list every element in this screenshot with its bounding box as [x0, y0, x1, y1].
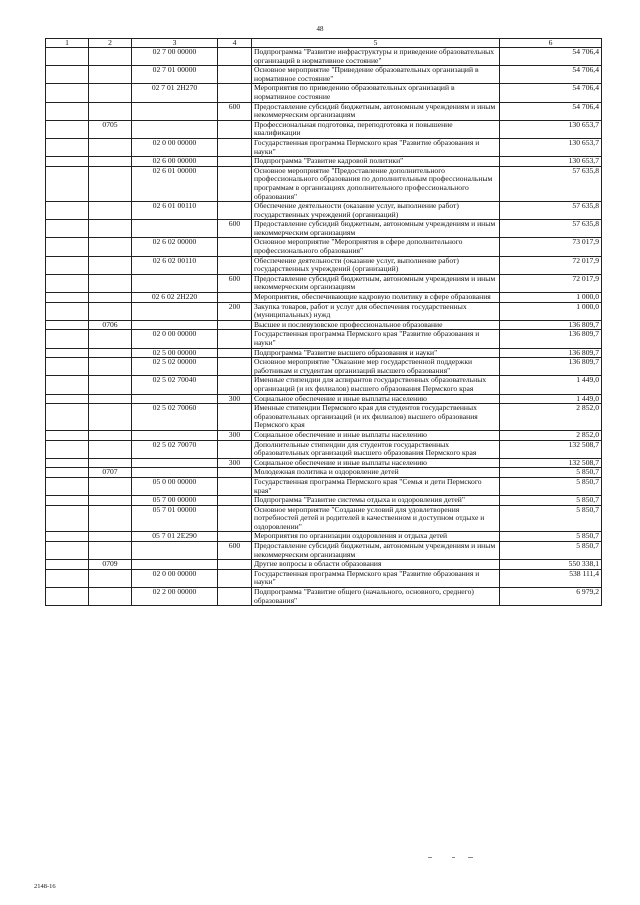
page-number: 48 — [316, 25, 324, 33]
scan-mark — [428, 857, 432, 858]
amount-cell: 57 635,8 — [500, 166, 602, 201]
section-code-cell — [89, 220, 132, 238]
description-cell: Обеспечение деятельности (оказание услуг, выполнение работ) государственных учреждений (организаций) — [252, 256, 500, 274]
description-cell: Молодежная политика и оздоровление детей — [252, 468, 500, 478]
description-cell: Предоставление субсидий бюджетным, автономным учреждениям и иным некоммерческим организациям — [252, 102, 500, 120]
description-cell: Мероприятия, обеспечивающие кадровую политику в сфере образования — [252, 293, 500, 303]
section-code-cell — [89, 157, 132, 167]
table-row — [46, 302, 602, 320]
description-cell: Основное мероприятие "Оказание мер государственной поддержки работникам и студентам организаций высшего образования" — [252, 358, 500, 376]
description-cell: Подпрограмма "Развитие общего (начального, основного, среднего) образования" — [252, 588, 500, 606]
amount-cell: 73 017,9 — [500, 238, 602, 256]
expense-type-code-cell — [218, 120, 252, 138]
table-row — [46, 238, 602, 256]
section-code-cell — [89, 532, 132, 542]
section-code-cell — [89, 458, 132, 468]
target-article-code-cell: 02 0 00 00000 — [132, 138, 218, 156]
table-row — [46, 66, 602, 84]
table-row — [46, 588, 602, 606]
table-row — [46, 404, 602, 431]
expense-type-code-cell — [218, 348, 252, 358]
amount-cell: 54 706,4 — [500, 48, 602, 66]
table-row — [46, 394, 602, 404]
table-row — [46, 138, 602, 156]
expense-type-code-cell: 300 — [218, 394, 252, 404]
expense-type-code-cell — [218, 48, 252, 66]
description-cell: Подпрограмма "Развитие инфраструктуры и приведение образовательных организаций в нормативное состояние" — [252, 48, 500, 66]
expense-type-code-cell: 300 — [218, 458, 252, 468]
target-article-code-cell: 02 5 02 70040 — [132, 376, 218, 394]
column-1-cell — [46, 560, 89, 570]
section-code-cell — [89, 542, 132, 560]
expense-type-code-cell: 600 — [218, 220, 252, 238]
amount-cell: 2 852,0 — [500, 430, 602, 440]
column-1-cell — [46, 202, 89, 220]
description-cell: Именные стипендии Пермского края для студентов государственных образовательных организаций (и их филиалов) высшего образования Пермского края — [252, 404, 500, 431]
amount-cell: 1 000,0 — [500, 302, 602, 320]
section-code-cell: 0709 — [89, 560, 132, 570]
column-1-cell — [46, 468, 89, 478]
column-1-cell — [46, 477, 89, 495]
description-cell: Подпрограмма "Развитие кадровой политики" — [252, 157, 500, 167]
description-cell: Государственная программа Пермского края "Семья и дети Пермского края" — [252, 477, 500, 495]
target-article-code-cell: 02 6 02 2Н220 — [132, 293, 218, 303]
target-article-code-cell — [132, 220, 218, 238]
expense-type-code-cell — [218, 404, 252, 431]
amount-cell: 1 449,0 — [500, 394, 602, 404]
amount-cell: 136 809,7 — [500, 348, 602, 358]
target-article-code-cell — [132, 274, 218, 292]
expense-type-code-cell — [218, 320, 252, 330]
amount-cell: 130 653,7 — [500, 138, 602, 156]
expense-type-code-cell — [218, 256, 252, 274]
target-article-code-cell: 02 5 02 70060 — [132, 404, 218, 431]
expense-type-code-cell — [218, 468, 252, 478]
table-row — [46, 120, 602, 138]
column-1-cell — [46, 102, 89, 120]
expense-type-code-cell: 600 — [218, 542, 252, 560]
target-article-code-cell — [132, 560, 218, 570]
column-1-cell — [46, 48, 89, 66]
description-cell: Предоставление субсидий бюджетным, автономным учреждениям и иным некоммерческим организациям — [252, 542, 500, 560]
section-code-cell — [89, 348, 132, 358]
table-row — [46, 532, 602, 542]
expense-type-code-cell — [218, 440, 252, 458]
section-code-cell — [89, 505, 132, 532]
amount-cell: 130 653,7 — [500, 120, 602, 138]
table-row — [46, 202, 602, 220]
section-code-cell — [89, 496, 132, 506]
expense-type-code-cell — [218, 138, 252, 156]
description-cell: Основное мероприятие "Создание условий для удовлетворения потребностей детей и родителей в качественном и доступном отдыхе и оздоровлении" — [252, 505, 500, 532]
description-cell: Предоставление субсидий бюджетным, автономным учреждениям и иным некоммерческим организациям — [252, 274, 500, 292]
expense-type-code-cell — [218, 157, 252, 167]
target-article-code-cell: 02 5 02 00000 — [132, 358, 218, 376]
column-1-cell — [46, 532, 89, 542]
expense-type-code-cell — [218, 505, 252, 532]
section-code-cell — [89, 376, 132, 394]
table-row — [46, 440, 602, 458]
table-row — [46, 376, 602, 394]
section-code-cell — [89, 440, 132, 458]
section-code-cell — [89, 430, 132, 440]
description-cell: Предоставление субсидий бюджетным, автономным учреждениям и иным некоммерческим организациям — [252, 220, 500, 238]
table-row — [46, 293, 602, 303]
expense-type-code-cell — [218, 166, 252, 201]
column-1-cell — [46, 138, 89, 156]
description-cell: Мероприятия по приведению образовательных организаций в нормативное состояние — [252, 84, 500, 102]
section-code-cell — [89, 166, 132, 201]
expense-type-code-cell — [218, 293, 252, 303]
table-row — [46, 458, 602, 468]
table-row — [46, 102, 602, 120]
header-cell: 5 — [252, 39, 500, 48]
amount-cell: 130 653,7 — [500, 157, 602, 167]
table-body — [46, 39, 602, 606]
table-row — [46, 430, 602, 440]
column-1-cell — [46, 348, 89, 358]
section-code-cell — [89, 84, 132, 102]
target-article-code-cell: 05 0 00 00000 — [132, 477, 218, 495]
table-row — [46, 220, 602, 238]
column-1-cell — [46, 376, 89, 394]
column-1-cell — [46, 330, 89, 348]
column-1-cell — [46, 430, 89, 440]
table-row — [46, 330, 602, 348]
scan-mark — [468, 857, 473, 858]
header-cell: 2 — [89, 39, 132, 48]
section-code-cell — [89, 293, 132, 303]
header-cell: 3 — [132, 39, 218, 48]
section-code-cell — [89, 358, 132, 376]
target-article-code-cell — [132, 458, 218, 468]
column-1-cell — [46, 542, 89, 560]
target-article-code-cell: 02 5 00 00000 — [132, 348, 218, 358]
expense-type-code-cell — [218, 569, 252, 587]
expense-type-code-cell — [218, 358, 252, 376]
table-row — [46, 468, 602, 478]
column-1-cell — [46, 66, 89, 84]
description-cell: Закупка товаров, работ и услуг для обеспечения государственных (муниципальных) нужд — [252, 302, 500, 320]
section-code-cell: 0706 — [89, 320, 132, 330]
amount-cell: 5 850,7 — [500, 477, 602, 495]
column-1-cell — [46, 157, 89, 167]
target-article-code-cell: 02 6 01 00110 — [132, 202, 218, 220]
amount-cell: 136 809,7 — [500, 320, 602, 330]
column-1-cell — [46, 440, 89, 458]
expense-type-code-cell — [218, 560, 252, 570]
expense-type-code-cell — [218, 376, 252, 394]
header-row — [46, 39, 602, 48]
table-row — [46, 348, 602, 358]
amount-cell: 132 508,7 — [500, 440, 602, 458]
amount-cell: 550 338,1 — [500, 560, 602, 570]
target-article-code-cell: 02 6 00 00000 — [132, 157, 218, 167]
column-1-cell — [46, 320, 89, 330]
section-code-cell — [89, 256, 132, 274]
header-cell: 4 — [218, 39, 252, 48]
target-article-code-cell — [132, 430, 218, 440]
section-code-cell — [89, 274, 132, 292]
table-row — [46, 274, 602, 292]
amount-cell: 54 706,4 — [500, 84, 602, 102]
section-code-cell — [89, 588, 132, 606]
description-cell: Государственная программа Пермского края "Развитие образования и науки" — [252, 569, 500, 587]
expense-type-code-cell — [218, 66, 252, 84]
description-cell: Другие вопросы в области образования — [252, 560, 500, 570]
expense-type-code-cell: 200 — [218, 302, 252, 320]
description-cell: Подпрограмма "Развитие высшего образования и науки" — [252, 348, 500, 358]
section-code-cell — [89, 302, 132, 320]
table-row — [46, 256, 602, 274]
expense-type-code-cell — [218, 238, 252, 256]
target-article-code-cell — [132, 394, 218, 404]
target-article-code-cell: 02 7 00 00000 — [132, 48, 218, 66]
amount-cell: 54 706,4 — [500, 102, 602, 120]
description-cell: Основное мероприятие "Приведение образовательных организаций в нормативное состояние" — [252, 66, 500, 84]
description-cell: Государственная программа Пермского края "Развитие образования и науки" — [252, 138, 500, 156]
description-cell: Высшее и послевузовское профессиональное образование — [252, 320, 500, 330]
expense-type-code-cell — [218, 588, 252, 606]
target-article-code-cell — [132, 468, 218, 478]
section-code-cell — [89, 238, 132, 256]
table-row — [46, 320, 602, 330]
amount-cell: 5 850,7 — [500, 542, 602, 560]
description-cell: Социальное обеспечение и иные выплаты населению — [252, 458, 500, 468]
amount-cell: 72 017,9 — [500, 256, 602, 274]
target-article-code-cell: 02 7 01 2Н270 — [132, 84, 218, 102]
target-article-code-cell: 05 7 01 2Е290 — [132, 532, 218, 542]
expense-type-code-cell: 600 — [218, 102, 252, 120]
column-1-cell — [46, 302, 89, 320]
column-1-cell — [46, 293, 89, 303]
amount-cell: 5 850,7 — [500, 468, 602, 478]
amount-cell: 6 979,2 — [500, 588, 602, 606]
amount-cell: 2 852,0 — [500, 404, 602, 431]
scan-mark — [452, 857, 455, 858]
description-cell: Обеспечение деятельности (оказание услуг, выполнение работ) государственных учреждений (организаций) — [252, 202, 500, 220]
column-1-cell — [46, 220, 89, 238]
amount-cell: 132 508,7 — [500, 458, 602, 468]
description-cell: Социальное обеспечение и иные выплаты населению — [252, 394, 500, 404]
column-1-cell — [46, 496, 89, 506]
table-row — [46, 166, 602, 201]
column-1-cell — [46, 238, 89, 256]
description-cell: Профессиональная подготовка, переподготовка и повышение квалификации — [252, 120, 500, 138]
section-code-cell — [89, 138, 132, 156]
description-cell: Мероприятия по организации оздоровления и отдыха детей — [252, 532, 500, 542]
table-row — [46, 560, 602, 570]
amount-cell: 136 809,7 — [500, 330, 602, 348]
description-cell: Основное мероприятие "Мероприятия в сфере дополнительного профессионального образования" — [252, 238, 500, 256]
section-code-cell — [89, 66, 132, 84]
amount-cell: 5 850,7 — [500, 532, 602, 542]
table-row — [46, 569, 602, 587]
description-cell: Социальное обеспечение и иные выплаты населению — [252, 430, 500, 440]
header-cell: 6 — [500, 39, 602, 48]
expense-type-code-cell — [218, 477, 252, 495]
target-article-code-cell — [132, 120, 218, 138]
table-row — [46, 48, 602, 66]
section-code-cell — [89, 48, 132, 66]
section-code-cell — [89, 202, 132, 220]
description-cell: Именные стипендии для аспирантов государственных образовательных организаций (и их филиалов) высшего образования Пермского края — [252, 376, 500, 394]
expense-type-code-cell: 600 — [218, 274, 252, 292]
table-row — [46, 542, 602, 560]
header-cell: 1 — [46, 39, 89, 48]
section-code-cell — [89, 330, 132, 348]
target-article-code-cell: 02 6 01 00000 — [132, 166, 218, 201]
column-1-cell — [46, 84, 89, 102]
section-code-cell — [89, 569, 132, 587]
section-code-cell — [89, 404, 132, 431]
section-code-cell: 0705 — [89, 120, 132, 138]
table-row — [46, 496, 602, 506]
target-article-code-cell — [132, 302, 218, 320]
column-1-cell — [46, 588, 89, 606]
column-1-cell — [46, 120, 89, 138]
expense-type-code-cell — [218, 496, 252, 506]
description-cell: Государственная программа Пермского края "Развитие образования и науки" — [252, 330, 500, 348]
description-cell: Подпрограмма "Развитие системы отдыха и оздоровления детей" — [252, 496, 500, 506]
column-1-cell — [46, 166, 89, 201]
budget-table — [45, 38, 602, 606]
expense-type-code-cell — [218, 532, 252, 542]
section-code-cell — [89, 394, 132, 404]
expense-type-code-cell: 300 — [218, 430, 252, 440]
amount-cell: 5 850,7 — [500, 505, 602, 532]
column-1-cell — [46, 569, 89, 587]
target-article-code-cell — [132, 102, 218, 120]
table-row — [46, 157, 602, 167]
amount-cell: 72 017,9 — [500, 274, 602, 292]
amount-cell: 136 809,7 — [500, 358, 602, 376]
document-code: 2148-16 — [34, 883, 56, 890]
amount-cell: 54 706,4 — [500, 66, 602, 84]
column-1-cell — [46, 404, 89, 431]
column-1-cell — [46, 394, 89, 404]
amount-cell: 1 000,0 — [500, 293, 602, 303]
column-1-cell — [46, 256, 89, 274]
target-article-code-cell: 02 7 01 00000 — [132, 66, 218, 84]
amount-cell: 57 635,8 — [500, 220, 602, 238]
amount-cell: 538 111,4 — [500, 569, 602, 587]
description-cell: Дополнительные стипендии для студентов государственных образовательных организаций высшего образования Пермского края — [252, 440, 500, 458]
column-1-cell — [46, 458, 89, 468]
description-cell: Основное мероприятие "Предоставление дополнительного профессионального образования по дополнительным профессиональным программам в организациях дополнительного профессионального образования" — [252, 166, 500, 201]
target-article-code-cell — [132, 320, 218, 330]
table-row — [46, 358, 602, 376]
expense-type-code-cell — [218, 84, 252, 102]
target-article-code-cell: 02 6 02 00000 — [132, 238, 218, 256]
section-code-cell — [89, 102, 132, 120]
table-row — [46, 505, 602, 532]
expense-type-code-cell — [218, 202, 252, 220]
amount-cell: 57 635,8 — [500, 202, 602, 220]
column-1-cell — [46, 274, 89, 292]
target-article-code-cell: 02 0 00 00000 — [132, 330, 218, 348]
column-1-cell — [46, 358, 89, 376]
amount-cell: 5 850,7 — [500, 496, 602, 506]
target-article-code-cell: 05 7 01 00000 — [132, 505, 218, 532]
table-row — [46, 84, 602, 102]
target-article-code-cell: 02 5 02 70070 — [132, 440, 218, 458]
section-code-cell — [89, 477, 132, 495]
target-article-code-cell: 02 0 00 00000 — [132, 569, 218, 587]
target-article-code-cell — [132, 542, 218, 560]
column-1-cell — [46, 505, 89, 532]
target-article-code-cell: 02 6 02 00110 — [132, 256, 218, 274]
target-article-code-cell: 05 7 00 00000 — [132, 496, 218, 506]
expense-type-code-cell — [218, 330, 252, 348]
amount-cell: 1 449,0 — [500, 376, 602, 394]
target-article-code-cell: 02 2 00 00000 — [132, 588, 218, 606]
section-code-cell: 0707 — [89, 468, 132, 478]
table-row — [46, 477, 602, 495]
